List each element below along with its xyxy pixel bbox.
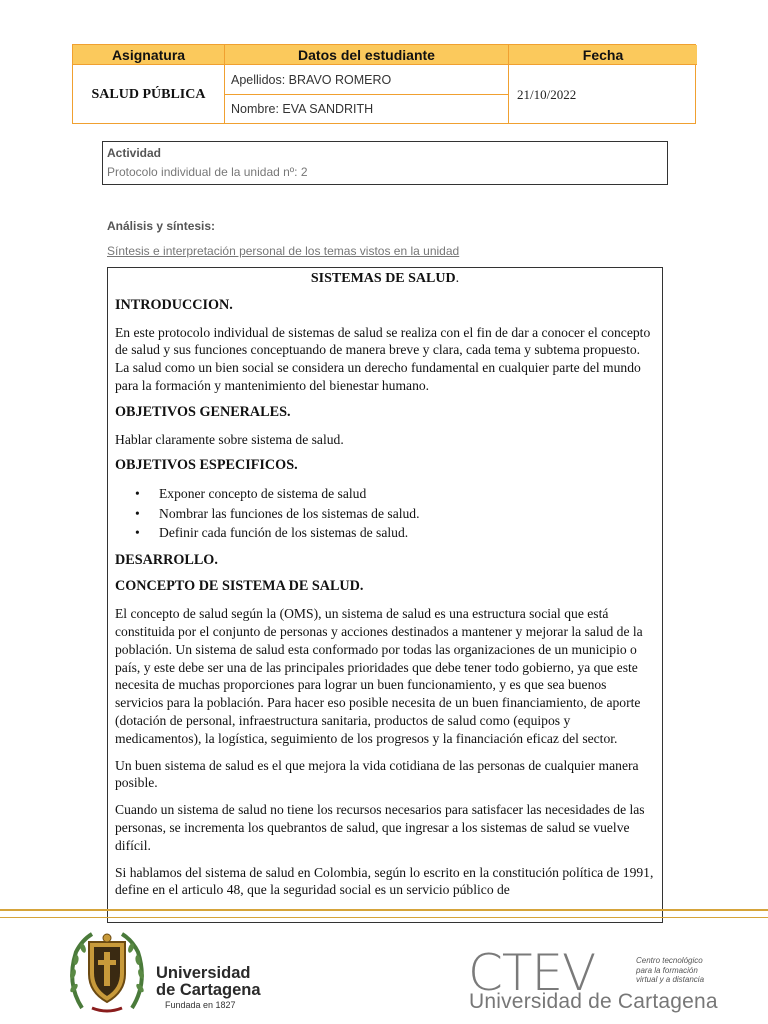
general-objectives-text: Hablar claramente sobre sistema de salud. (115, 431, 344, 447)
document-title-text: SISTEMAS DE SALUD (310, 271, 456, 286)
list-item (115, 523, 655, 543)
bullet-icon: • (135, 486, 140, 502)
intro-heading: INTRODUCCION. (115, 296, 233, 313)
document-title-dot: . (455, 271, 460, 286)
general-objectives-heading: OBJETIVOS GENERALES. (115, 403, 291, 420)
student-surname: Apellidos: BRAVO ROMERO (225, 65, 509, 95)
ctev-tagline (636, 956, 704, 985)
ctev-subtitle: Universidad de Cartagena (469, 990, 718, 1013)
list-item-text: Exponer concepto de sistema de salud (159, 486, 367, 502)
bullet-icon: • (135, 505, 140, 521)
ctev-tagline-2: para la formación (636, 965, 698, 975)
column-header-date: Fecha (509, 45, 697, 65)
student-info-table (72, 44, 696, 124)
intro-paragraph: En este protocolo individual de sistemas de salud se realiza con el fin de dar a conocer el concepto de salud y sus funciones conceptuando de manera breve y clara, cada tema y subtema propuesto. La salud como un bien social se considera un derecho fundamental en cualquier parte del mundo para la formación y mantenimiento del bienestar humano. (115, 324, 651, 393)
specific-objectives-list (115, 484, 655, 543)
paragraph-3: Cuando un sistema de salud no tiene los recursos necesarios para satisfacer las necesidades de las personas, se incrementa los quebrantos de salud, que ingresar a los sistemas de salud se vuelve difícil. (115, 802, 645, 853)
paragraph-2: Un buen sistema de salud es el que mejora la vida cotidiana de las personas de cualquier manera posible. (115, 757, 639, 791)
activity-value: Protocolo individual de la unidad nº: 2 (107, 165, 308, 179)
column-header-student: Datos del estudiante (225, 45, 509, 65)
student-name: Nombre: EVA SANDRITH (225, 95, 509, 124)
list-item-text: Definir cada función de los sistemas de salud. (159, 525, 409, 541)
analysis-label: Análisis y síntesis: (107, 219, 216, 233)
analysis-subtitle: Síntesis e interpretación personal de los temas vistos en la unidad (107, 244, 460, 258)
list-item-text: Nombrar las funciones de los sistemas de salud. (159, 505, 420, 521)
footer-rule-thin (0, 917, 768, 918)
university-crest-icon (62, 928, 152, 1016)
document-body (107, 267, 663, 923)
ctev-logo-text: CTEV (468, 948, 596, 994)
university-name-line2: de Cartagena (156, 981, 261, 999)
date-value: 21/10/2022 (517, 87, 577, 102)
ctev-logo (468, 948, 630, 994)
concept-heading: CONCEPTO DE SISTEMA DE SALUD. (115, 578, 364, 595)
specific-objectives-heading: OBJETIVOS ESPECIFICOS. (115, 457, 298, 474)
list-item (115, 504, 655, 524)
list-item (115, 484, 655, 504)
development-heading: DESARROLLO. (115, 551, 218, 568)
paragraph-1: El concepto de salud según la (OMS), un sistema de salud es una estructura social que está constituida por el conjunto de personas y acciones destinados a mantener y mejorar la salud de la población. Un sistema de salud esta conformado por todas las organizaciones de un municipio o país, y este debe ser una de las principales prioridades que debe tener todo gobierno, ya que este necesita de muchas proporciones para lograr un buen funcionamiento, y es que sea buenos servicios para la población. Para hacer eso posible necesita de un buen financiamiento, de aporte (dotación de personal, infraestructura sanitaria, productos de salud como (equipos y medicamentos), la logística, seguimiento de los progresos y la financiación eficaz del sector. (115, 606, 643, 746)
ctev-tagline-3: virtual y a distancia (636, 975, 705, 984)
university-name (156, 965, 261, 999)
founded-text: Fundada en 1827 (165, 1000, 236, 1010)
footer-rule (0, 909, 768, 911)
paragraph-4: Si hablamos del sistema de salud en Colombia, según lo escrito en la constitución política de 1991, define en el articulo 48, que la seguridad social es un servicio público de (115, 864, 654, 898)
activity-box (102, 141, 668, 185)
ctev-tagline-1: Centro tecnológico (636, 956, 703, 965)
activity-label: Actividad (107, 146, 162, 160)
university-name-line1: Universidad (156, 964, 251, 982)
column-header-subject: Asignatura (73, 45, 225, 65)
bullet-icon: • (135, 525, 140, 541)
document-title (115, 270, 655, 288)
subject-value: SALUD PÚBLICA (73, 65, 225, 124)
